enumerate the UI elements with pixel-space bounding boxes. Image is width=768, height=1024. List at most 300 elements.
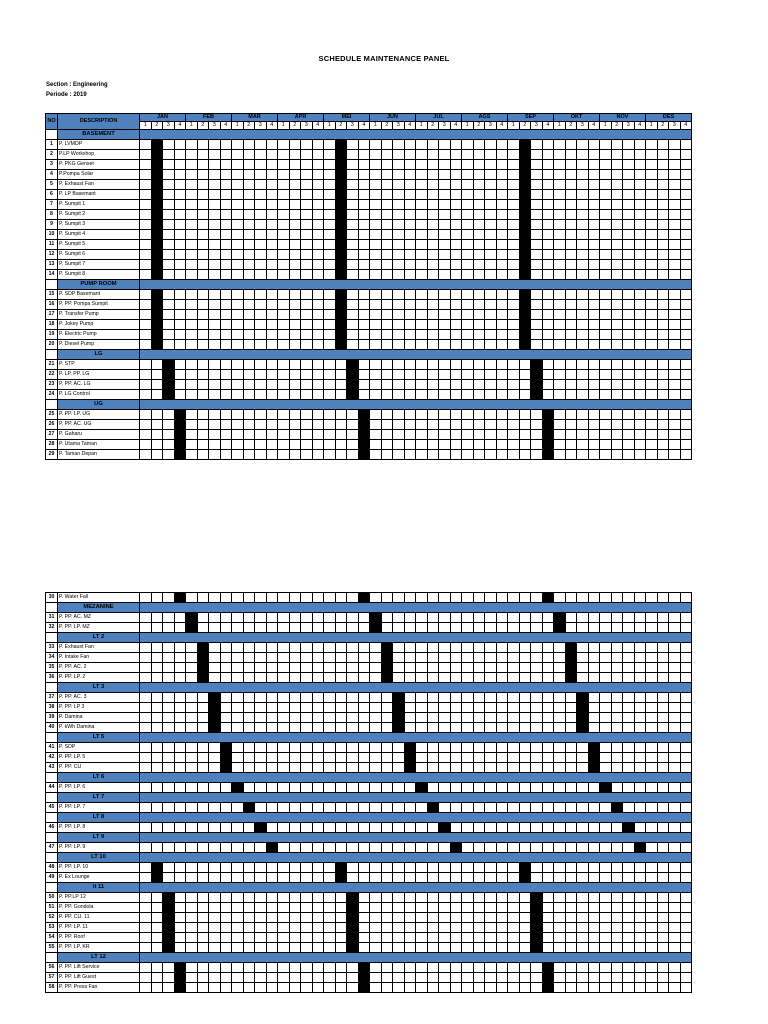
table-row [46, 180, 692, 190]
week-cell [439, 723, 451, 733]
section-heading: LG [58, 350, 140, 360]
scheduled-week-cell [335, 160, 347, 170]
week-cell [646, 713, 658, 723]
week-cell [301, 983, 313, 993]
week-cell [462, 713, 474, 723]
week-cell [232, 983, 244, 993]
week-cell [669, 370, 681, 380]
week-cell [381, 783, 393, 793]
week-cell [577, 933, 589, 943]
table-row [46, 160, 692, 170]
week-cell [381, 420, 393, 430]
week-cell [163, 160, 175, 170]
scheduled-week-cell [542, 973, 554, 983]
week-cell [669, 450, 681, 460]
week-cell [186, 593, 198, 603]
week-cell [174, 663, 186, 673]
week-cell [358, 623, 370, 633]
week-cell [577, 963, 589, 973]
week-cell [312, 390, 324, 400]
week-cell [370, 330, 382, 340]
week-cell [565, 703, 577, 713]
week-cell [209, 440, 221, 450]
week-cell [508, 843, 520, 853]
week-cell [450, 240, 462, 250]
week-cell [358, 330, 370, 340]
week-cell [427, 653, 439, 663]
week-cell [186, 673, 198, 683]
week-cell [324, 170, 336, 180]
week-cell [209, 593, 221, 603]
week-cell [255, 693, 267, 703]
week-cell [220, 623, 232, 633]
week-cell [197, 763, 209, 773]
week-cell [600, 410, 612, 420]
week-cell [623, 653, 635, 663]
week-cell [462, 653, 474, 663]
week-cell [289, 943, 301, 953]
week-cell [289, 663, 301, 673]
week-cell [197, 753, 209, 763]
week-cell [450, 623, 462, 633]
week-cell [646, 410, 658, 420]
week-cell [439, 923, 451, 933]
scheduled-week-cell [519, 220, 531, 230]
week-cell [588, 823, 600, 833]
week-cell [243, 863, 255, 873]
week-cell [450, 360, 462, 370]
week-cell [255, 943, 267, 953]
week-cell [174, 210, 186, 220]
week-cell [232, 703, 244, 713]
week-header: 2 [381, 122, 393, 130]
week-cell [542, 390, 554, 400]
week-cell [588, 240, 600, 250]
week-cell [404, 170, 416, 180]
week-cell [485, 220, 497, 230]
week-cell [588, 703, 600, 713]
week-cell [634, 673, 646, 683]
week-cell [324, 420, 336, 430]
week-cell [312, 330, 324, 340]
week-cell [611, 310, 623, 320]
week-cell [554, 913, 566, 923]
week-cell [358, 763, 370, 773]
week-cell [485, 593, 497, 603]
week-cell [404, 893, 416, 903]
scheduled-week-cell [370, 623, 382, 633]
week-cell [255, 983, 267, 993]
week-cell [197, 703, 209, 713]
week-cell [163, 863, 175, 873]
week-cell [197, 220, 209, 230]
week-cell [485, 983, 497, 993]
week-cell [427, 963, 439, 973]
week-cell [232, 360, 244, 370]
row-description: P. PP. LP. UG [58, 410, 140, 420]
week-cell [289, 983, 301, 993]
week-cell [588, 933, 600, 943]
week-cell [600, 220, 612, 230]
week-cell [542, 360, 554, 370]
week-cell [634, 430, 646, 440]
scheduled-week-cell [358, 410, 370, 420]
week-cell [554, 170, 566, 180]
week-cell [554, 250, 566, 260]
week-cell [416, 300, 428, 310]
week-header: 1 [232, 122, 244, 130]
week-cell [634, 863, 646, 873]
week-cell [439, 170, 451, 180]
week-cell [278, 803, 290, 813]
week-cell [381, 973, 393, 983]
week-cell [404, 703, 416, 713]
week-cell [209, 180, 221, 190]
week-cell [266, 410, 278, 420]
week-cell [542, 903, 554, 913]
week-cell [301, 893, 313, 903]
table-row [46, 783, 692, 793]
week-cell [531, 863, 543, 873]
week-cell [450, 310, 462, 320]
week-header: 3 [669, 122, 681, 130]
week-cell [289, 260, 301, 270]
week-cell [140, 743, 152, 753]
row-number: 18 [46, 320, 58, 330]
week-cell [623, 370, 635, 380]
week-cell [186, 220, 198, 230]
week-cell [358, 320, 370, 330]
section-row [46, 853, 692, 863]
week-cell [450, 220, 462, 230]
scheduled-week-cell [151, 210, 163, 220]
week-cell [347, 150, 359, 160]
week-cell [623, 340, 635, 350]
week-cell [186, 330, 198, 340]
week-cell [347, 703, 359, 713]
week-cell [508, 823, 520, 833]
week-cell [358, 310, 370, 320]
week-cell [508, 420, 520, 430]
week-cell [519, 380, 531, 390]
week-cell [600, 450, 612, 460]
week-cell [312, 240, 324, 250]
week-header: 3 [577, 122, 589, 130]
week-cell [416, 190, 428, 200]
week-cell [669, 763, 681, 773]
week-cell [554, 963, 566, 973]
week-cell [174, 190, 186, 200]
week-cell [669, 923, 681, 933]
scheduled-week-cell [588, 753, 600, 763]
week-cell [565, 983, 577, 993]
week-cell [174, 613, 186, 623]
week-cell [209, 170, 221, 180]
week-cell [462, 743, 474, 753]
week-cell [335, 360, 347, 370]
scheduled-week-cell [611, 803, 623, 813]
week-cell [393, 673, 405, 683]
week-cell [646, 160, 658, 170]
week-cell [588, 663, 600, 673]
week-cell [151, 903, 163, 913]
week-cell [232, 923, 244, 933]
week-cell [646, 863, 658, 873]
week-cell [197, 803, 209, 813]
week-cell [404, 340, 416, 350]
scheduled-week-cell [151, 250, 163, 260]
scheduled-week-cell [347, 360, 359, 370]
week-cell [669, 330, 681, 340]
week-cell [312, 410, 324, 420]
week-cell [370, 653, 382, 663]
week-cell [404, 983, 416, 993]
week-cell [324, 240, 336, 250]
week-cell [301, 290, 313, 300]
week-cell [335, 420, 347, 430]
week-cell [347, 663, 359, 673]
week-cell [473, 410, 485, 420]
week-cell [554, 190, 566, 200]
week-cell [496, 653, 508, 663]
week-cell [358, 160, 370, 170]
week-cell [140, 240, 152, 250]
week-cell [393, 863, 405, 873]
week-cell [462, 440, 474, 450]
week-cell [186, 250, 198, 260]
week-cell [358, 150, 370, 160]
week-cell [163, 230, 175, 240]
week-cell [496, 963, 508, 973]
row-description: P. Sumpit 2 [58, 210, 140, 220]
row-number: 38 [46, 703, 58, 713]
week-cell [600, 430, 612, 440]
section-heading: LT 7 [58, 793, 140, 803]
week-cell [657, 230, 669, 240]
week-cell [255, 340, 267, 350]
week-cell [600, 190, 612, 200]
scheduled-week-cell [393, 713, 405, 723]
week-cell [255, 893, 267, 903]
week-cell [289, 440, 301, 450]
week-cell [358, 753, 370, 763]
week-cell [278, 450, 290, 460]
week-cell [508, 933, 520, 943]
week-cell [462, 150, 474, 160]
week-cell [347, 310, 359, 320]
week-cell [646, 593, 658, 603]
week-cell [278, 250, 290, 260]
week-cell [588, 190, 600, 200]
row-description: P. PP. Lift Service [58, 963, 140, 973]
week-cell [508, 230, 520, 240]
week-cell [554, 823, 566, 833]
section-row [46, 793, 692, 803]
week-cell [301, 783, 313, 793]
week-cell [335, 440, 347, 450]
week-cell [255, 923, 267, 933]
week-cell [174, 933, 186, 943]
week-cell [531, 440, 543, 450]
week-cell [232, 420, 244, 430]
week-cell [600, 893, 612, 903]
week-cell [646, 270, 658, 280]
week-cell [496, 843, 508, 853]
month-header: JUN [370, 114, 416, 122]
scheduled-week-cell [151, 160, 163, 170]
week-cell [462, 763, 474, 773]
week-cell [220, 270, 232, 280]
week-cell [473, 320, 485, 330]
week-cell [519, 390, 531, 400]
week-cell [577, 803, 589, 813]
week-cell [347, 843, 359, 853]
week-cell [485, 330, 497, 340]
week-cell [416, 863, 428, 873]
week-cell [519, 643, 531, 653]
week-cell [680, 863, 692, 873]
week-cell [301, 190, 313, 200]
section-no-cell [46, 793, 58, 803]
week-cell [301, 160, 313, 170]
week-cell [220, 290, 232, 300]
week-cell [462, 360, 474, 370]
week-cell [542, 613, 554, 623]
week-cell [485, 410, 497, 420]
week-cell [358, 200, 370, 210]
week-cell [209, 973, 221, 983]
week-cell [186, 290, 198, 300]
week-cell [473, 300, 485, 310]
week-header: 1 [186, 122, 198, 130]
week-cell [623, 250, 635, 260]
week-cell [243, 873, 255, 883]
scheduled-week-cell [197, 673, 209, 683]
week-cell [266, 420, 278, 430]
week-cell [439, 753, 451, 763]
week-cell [473, 330, 485, 340]
week-cell [565, 240, 577, 250]
week-cell [427, 713, 439, 723]
week-cell [255, 973, 267, 983]
week-cell [416, 220, 428, 230]
week-cell [255, 903, 267, 913]
section-no-cell [46, 683, 58, 693]
week-cell [163, 240, 175, 250]
week-cell [347, 643, 359, 653]
week-cell [485, 863, 497, 873]
week-cell [623, 190, 635, 200]
week-cell [462, 230, 474, 240]
week-cell [197, 150, 209, 160]
week-cell [278, 613, 290, 623]
week-cell [416, 370, 428, 380]
scheduled-week-cell [519, 330, 531, 340]
row-number: 22 [46, 370, 58, 380]
week-cell [232, 380, 244, 390]
week-cell [473, 450, 485, 460]
week-cell [427, 220, 439, 230]
week-cell [209, 943, 221, 953]
scheduled-week-cell [151, 190, 163, 200]
week-cell [140, 160, 152, 170]
week-header: 4 [312, 122, 324, 130]
week-cell [163, 753, 175, 763]
week-cell [427, 593, 439, 603]
week-cell [450, 933, 462, 943]
week-cell [370, 593, 382, 603]
week-cell [554, 903, 566, 913]
week-cell [519, 360, 531, 370]
scheduled-week-cell [381, 673, 393, 683]
week-cell [485, 320, 497, 330]
week-cell [151, 783, 163, 793]
week-cell [577, 210, 589, 220]
week-cell [588, 843, 600, 853]
scheduled-week-cell [335, 140, 347, 150]
week-cell [611, 290, 623, 300]
week-cell [243, 763, 255, 773]
week-cell [335, 783, 347, 793]
week-cell [174, 843, 186, 853]
week-cell [577, 290, 589, 300]
week-header: 3 [209, 122, 221, 130]
week-cell [220, 260, 232, 270]
week-cell [174, 320, 186, 330]
week-cell [600, 593, 612, 603]
week-cell [669, 250, 681, 260]
week-cell [554, 360, 566, 370]
week-cell [485, 943, 497, 953]
scheduled-week-cell [531, 380, 543, 390]
week-cell [485, 360, 497, 370]
week-cell [485, 963, 497, 973]
week-cell [634, 763, 646, 773]
week-cell [174, 160, 186, 170]
scheduled-week-cell [163, 370, 175, 380]
week-cell [508, 653, 520, 663]
scheduled-week-cell [531, 893, 543, 903]
week-cell [197, 933, 209, 943]
week-cell [462, 370, 474, 380]
week-cell [531, 783, 543, 793]
week-cell [416, 270, 428, 280]
scheduled-week-cell [347, 943, 359, 953]
week-cell [473, 933, 485, 943]
week-cell [565, 743, 577, 753]
week-cell [163, 190, 175, 200]
week-cell [657, 150, 669, 160]
week-cell [623, 450, 635, 460]
week-cell [393, 663, 405, 673]
week-cell [462, 623, 474, 633]
week-cell [623, 863, 635, 873]
week-cell [220, 943, 232, 953]
week-cell [404, 420, 416, 430]
week-cell [324, 270, 336, 280]
week-cell [634, 290, 646, 300]
row-number: 34 [46, 653, 58, 663]
scheduled-week-cell [335, 330, 347, 340]
week-cell [140, 410, 152, 420]
week-cell [588, 803, 600, 813]
week-cell [255, 643, 267, 653]
week-cell [209, 390, 221, 400]
week-cell [427, 200, 439, 210]
week-header: 3 [255, 122, 267, 130]
week-cell [588, 160, 600, 170]
week-header: 1 [646, 122, 658, 130]
